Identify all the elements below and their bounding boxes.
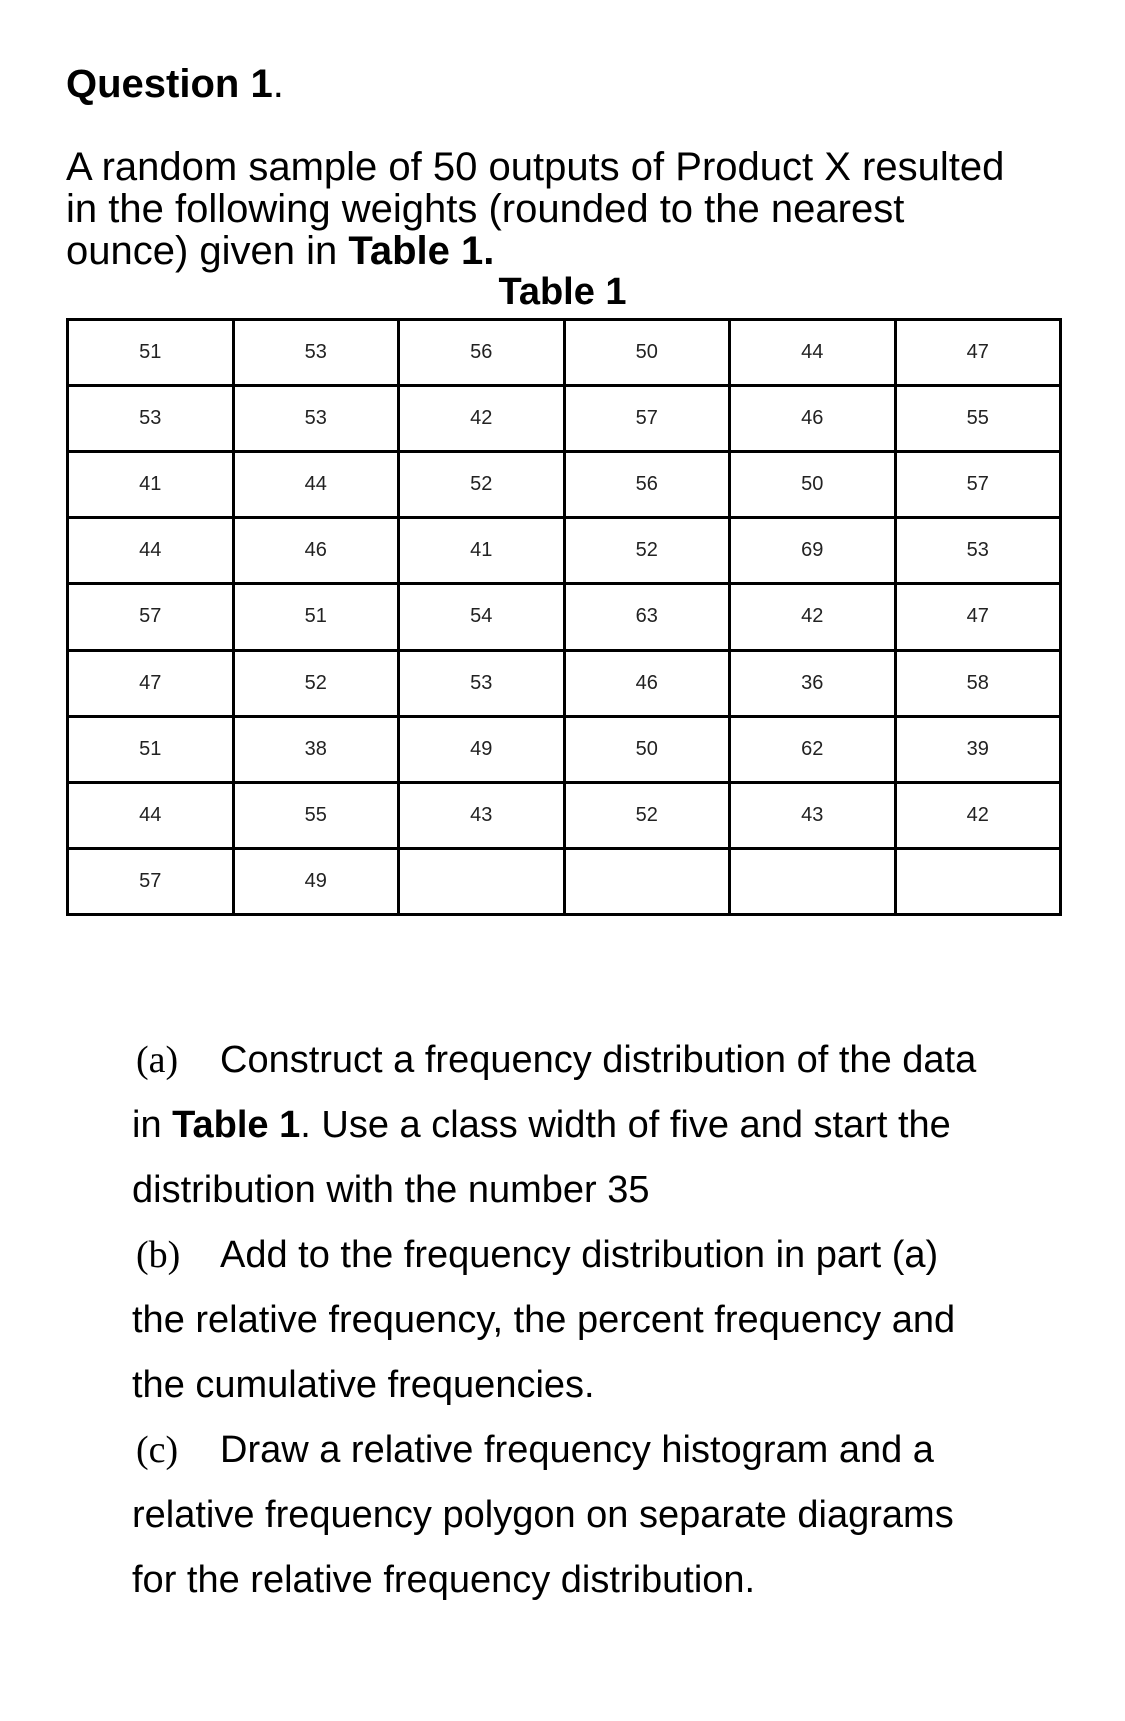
- intro-table-reference: Table 1.: [348, 229, 495, 273]
- table-cell: 57: [895, 452, 1061, 518]
- part-c-line-1: [132, 1418, 1062, 1483]
- part-b-line-1: [132, 1223, 1062, 1288]
- table-cell: 54: [399, 584, 565, 650]
- table-cell: 53: [68, 386, 234, 452]
- table-cell: 43: [730, 782, 896, 848]
- table-cell: 52: [564, 518, 730, 584]
- question-heading: [66, 60, 284, 108]
- table-cell: 46: [233, 518, 399, 584]
- table-row: [68, 518, 1061, 584]
- table-cell: 49: [233, 848, 399, 914]
- table-cell: 44: [233, 452, 399, 518]
- table-row: [68, 650, 1061, 716]
- part-b-letter: (b): [136, 1234, 181, 1276]
- table-cell: 53: [399, 650, 565, 716]
- table-row: [68, 320, 1061, 386]
- table-cell: 56: [399, 320, 565, 386]
- table-cell: 57: [68, 584, 234, 650]
- table-cell: 36: [730, 650, 896, 716]
- table-cell: 52: [564, 782, 730, 848]
- table-caption-text: Table 1: [498, 271, 627, 313]
- table-cell: 58: [895, 650, 1061, 716]
- intro-paragraph: [66, 146, 1076, 272]
- table-cell: 42: [399, 386, 565, 452]
- data-table-body: [68, 320, 1061, 915]
- part-a-line-3: distribution with the number 35: [132, 1169, 650, 1211]
- table-row: [68, 584, 1061, 650]
- part-a: [132, 1028, 1062, 1223]
- table-cell: 42: [730, 584, 896, 650]
- table-cell: 63: [564, 584, 730, 650]
- table-cell: 46: [730, 386, 896, 452]
- table-cell: 53: [895, 518, 1061, 584]
- part-a-letter: (a): [136, 1039, 179, 1081]
- table-cell: 44: [68, 518, 234, 584]
- part-a-line-2: [132, 1093, 1062, 1158]
- table-cell: 38: [233, 716, 399, 782]
- part-c: [132, 1418, 1062, 1613]
- table-cell: 55: [895, 386, 1061, 452]
- table-cell: 62: [730, 716, 896, 782]
- intro-line-2: in the following weights (rounded to the nearest: [66, 187, 905, 231]
- part-b-text-1: Add to the frequency distribution in part (a): [220, 1234, 939, 1276]
- table-cell: 52: [233, 650, 399, 716]
- table-cell: [564, 848, 730, 914]
- table-row: [68, 452, 1061, 518]
- part-a-text-1: Construct a frequency distribution of the data: [220, 1039, 977, 1081]
- table-cell: 57: [68, 848, 234, 914]
- table-cell: 39: [895, 716, 1061, 782]
- part-b: [132, 1223, 1062, 1418]
- table-cell: 52: [399, 452, 565, 518]
- question-heading-punct: .: [272, 62, 284, 106]
- table-cell: 44: [68, 782, 234, 848]
- table-cell: 42: [895, 782, 1061, 848]
- table-cell: 69: [730, 518, 896, 584]
- table-cell: 56: [564, 452, 730, 518]
- table-cell: 55: [233, 782, 399, 848]
- table-cell: 41: [68, 452, 234, 518]
- part-c-line-3: for the relative frequency distribution.: [132, 1559, 756, 1601]
- table-cell: [399, 848, 565, 914]
- table-cell: 57: [564, 386, 730, 452]
- part-a-table-reference: Table 1: [172, 1104, 301, 1146]
- table-cell: 51: [233, 584, 399, 650]
- table-cell: 41: [399, 518, 565, 584]
- table-cell: 50: [564, 716, 730, 782]
- table-cell: [730, 848, 896, 914]
- table-row: [68, 848, 1061, 914]
- table-cell: 47: [895, 584, 1061, 650]
- table-row: [68, 386, 1061, 452]
- part-a-text-2-pre: in: [132, 1104, 173, 1146]
- table-row: [68, 716, 1061, 782]
- part-c-letter: (c): [136, 1429, 179, 1471]
- table-cell: 47: [68, 650, 234, 716]
- part-a-line-1: [132, 1028, 1062, 1093]
- question-parts: [132, 1028, 1062, 1613]
- intro-line-3: [66, 230, 1076, 272]
- intro-line-1: A random sample of 50 outputs of Product X resulted: [66, 145, 1005, 189]
- table-cell: 47: [895, 320, 1061, 386]
- table-caption: [0, 270, 1125, 314]
- part-c-line-2: relative frequency polygon on separate diagrams: [132, 1494, 954, 1536]
- table-cell: 43: [399, 782, 565, 848]
- data-table: [66, 318, 1062, 916]
- table-cell: 51: [68, 320, 234, 386]
- table-cell: 53: [233, 320, 399, 386]
- part-c-text-1: Draw a relative frequency histogram and a: [220, 1429, 934, 1471]
- question-heading-label: Question 1: [66, 62, 273, 106]
- part-b-line-3: the cumulative frequencies.: [132, 1364, 595, 1406]
- table-cell: 49: [399, 716, 565, 782]
- table-cell: 51: [68, 716, 234, 782]
- table-cell: [895, 848, 1061, 914]
- table-cell: 44: [730, 320, 896, 386]
- table-row: [68, 782, 1061, 848]
- table-cell: 50: [730, 452, 896, 518]
- part-a-text-2-post: . Use a class width of five and start the: [300, 1104, 951, 1146]
- table-cell: 50: [564, 320, 730, 386]
- part-b-line-2: the relative frequency, the percent frequency and: [132, 1299, 956, 1341]
- table-cell: 53: [233, 386, 399, 452]
- intro-line-3-text: ounce) given in: [66, 229, 349, 273]
- table-cell: 46: [564, 650, 730, 716]
